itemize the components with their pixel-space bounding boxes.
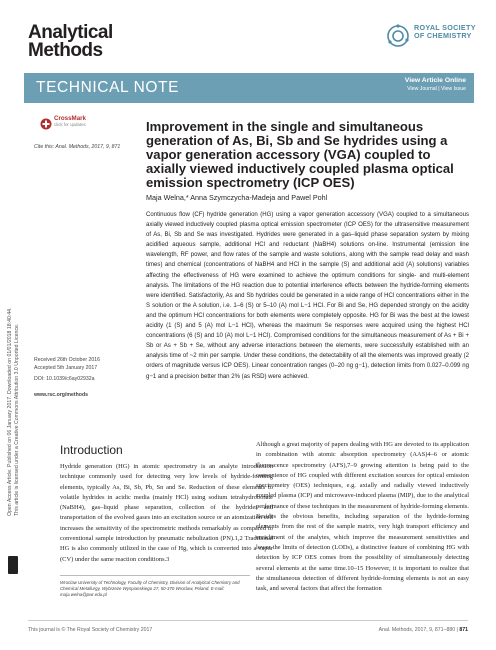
page-number: 871 bbox=[459, 627, 468, 633]
publisher-line1: ROYAL SOCIETY bbox=[414, 23, 476, 32]
view-article-online-link[interactable]: View Article Online bbox=[404, 77, 466, 84]
side-notice-line1: Open Access Article. Published on 06 January 2017. Downloaded on 01/01/2018 18:40:44. bbox=[7, 307, 13, 516]
journal-name bbox=[28, 24, 113, 60]
publisher-name bbox=[414, 24, 476, 40]
introduction-heading: Introduction bbox=[60, 443, 123, 457]
journal-url-link[interactable]: www.rsc.org/methods bbox=[34, 392, 88, 398]
doi-link[interactable]: DOI: 10.1039/c6ay02932a bbox=[34, 376, 95, 382]
publisher-line2: OF CHEMISTRY bbox=[414, 31, 472, 40]
journal-name-line1: Analytical bbox=[28, 22, 113, 43]
article-dates bbox=[34, 356, 100, 372]
introduction-column-right: Although a great majority of papers dealing with HG are devoted to its application in combination with atomic absorption spectrometry (AAS)4–6 or atomic fluorescence spectrometry (AFS),7–9 growing attention is being paid to the convenience of HG coupled with different excitation sources for optical emission spectrometry (OES) techniques, e.g. axially and radially viewed inductively coupled plasma (ICP) and microwave-induced plasma (MIP), due to the analytical performance of these techniques in the measurement of hydride-forming elements. Besides the obvious benefits, including separation of the hydride-forming elements from the rest of the sample matrix, very high transport efficiency and enrichment of the analytes, which improve the measurement sensitivities and lower the limits of detection (LODs), a distinctive feature of combining HG with detection by ICP OES comes from the possibility of simultaneously detecting several elements at the same time.10–15 However, it is important to realize that the simultaneous detection of different hydride-forming elements is not an easy task, and several factors that affect the formation bbox=[256, 441, 469, 593]
author-affiliation: Wroclaw University of Technology, Faculty of Chemistry, Division of Analytical Chemistry and Chemical Metallurgy, Wybrzeze Wyspianskiego 27, 50-370 Wroclaw, Poland. E-mail: maja.welna@pwr.edu.pl bbox=[60, 580, 240, 597]
footer-copyright: This journal is © The Royal Society of Chemistry 2017 bbox=[28, 627, 153, 633]
accepted-date: Accepted 5th January 2017 bbox=[34, 365, 98, 371]
side-notice-line2[interactable]: This article is licensed under a Creative Commons Attribution 3.0 Unported Licence. bbox=[14, 323, 20, 516]
crossmark-sublabel[interactable]: click for updates bbox=[54, 122, 86, 127]
creative-commons-icon[interactable] bbox=[8, 556, 18, 574]
article-type-title: TECHNICAL NOTE bbox=[36, 79, 180, 96]
abstract-text: Continuous flow (CF) hydride generation (HG) using a vapor generation accessory (VGA) coupled to a simultaneous axially viewed inductively coupled plasma optical emission spectrometer (ICP OES) for the ultrasensitive measurement of As, Bi, Sb and Se was investigated. Hydrides were generated in a gas–liquid phase separation system by mixing acidified aqueous sample, additional HCl and reductant (NaBH4) solutions on-line. Instrumental (emission line wavelength, RF power, and flow rates of the sample and waste solutions, along with the sample read delay and wash times) and chemical (concentrations of NaBH4 and HCl in the sample (S) and additional acid (A) solutions) variables affecting the effectiveness of HG were examined to achieve the optimum conditions for single- and multi-element analysis. The limitations of the HG reaction due to potential interference effects between the hydride-forming elements were identified. Satisfactorily, As and Sb hydrides could be generated in a wide range of HCl concentrations either in the S solution or the A solution, i.e. 1–6 (S) or 5–10 (A) mol L−1 HCl. For Bi and Se, HG depended strongly on the acidity and the optimum HCl concentrations for both elements were completely opposite. HG for Bi was the best at the lowest acidity (1 (S) and 5 (A) mol L−1 HCl), whereas the maximum Se responses were acquired using the highest HCl concentrations (6 (S) and 10 (A) mol L−1 HCl). Compromised conditions for the simultaneous measurement of As + Bi + Sb or As + Sb + Se, without any adverse interactions between the elements, were successfully established with an analysis time of ~2 min per sample. Under these conditions, the detectability of all the elements was improved greatly (2 orders of magnitude versus ICP OES). Linear concentration ranges (0–20 ng g−1), detection limits from 0.027–0.099 ng g−1 and a precision better than 2% (as RSD) were achieved. bbox=[146, 212, 469, 380]
crossmark-icon[interactable] bbox=[40, 118, 52, 132]
received-date: Received 26th October 2016 bbox=[34, 357, 101, 363]
footer-divider bbox=[28, 620, 468, 621]
crossmark-label[interactable]: CrossMark bbox=[54, 115, 86, 122]
footer-citation bbox=[300, 627, 468, 633]
footnote-divider bbox=[60, 575, 250, 576]
article-title: Improvement in the single and simultaneous generation of As, Bi, Sb and Se hydrides using a vapor generation accessory (VGA) coupled to axially viewed inductively coupled plasma optical emission spectrometry (ICP OES) bbox=[146, 119, 454, 190]
author-list: Maja Welna,* Anna Szymczycha-Madeja and Pawel Pohl bbox=[146, 193, 328, 202]
view-journal-issue-links[interactable]: View Journal | View Issue bbox=[407, 86, 466, 92]
open-access-side-notice bbox=[4, 160, 22, 520]
cite-this: Cite this: Anal. Methods, 2017, 9, 871 bbox=[34, 144, 121, 150]
introduction-column-left: Hydride generation (HG) in atomic spectrometry is an analyte introduction technique commonly used for detecting very low levels of hydride-forming elements, typically As, Bi, Sb, Pb, Sn and Se. Reduction of these elements to volatile hydrides in acidic media (mainly HCl) using sodium tetrahydroborate (NaBH4), gas–liquid phase separation, collection of the hydrides and transportation of the evolved gases into an excitation source or an atomization cell increases the sensitivity of the spectrometric methods remarkably as compared to conventional sample introduction by pneumatic nebulization (PN).1,2 Traditional HG is also commonly utilized in the case of Hg, which is converted into a vapor (CV) under the same reaction conditions.3 bbox=[60, 463, 273, 563]
footer-citation-text: Anal. Methods, 2017, 9, 871–880 | bbox=[378, 627, 458, 633]
journal-name-line2: Methods bbox=[28, 40, 103, 61]
